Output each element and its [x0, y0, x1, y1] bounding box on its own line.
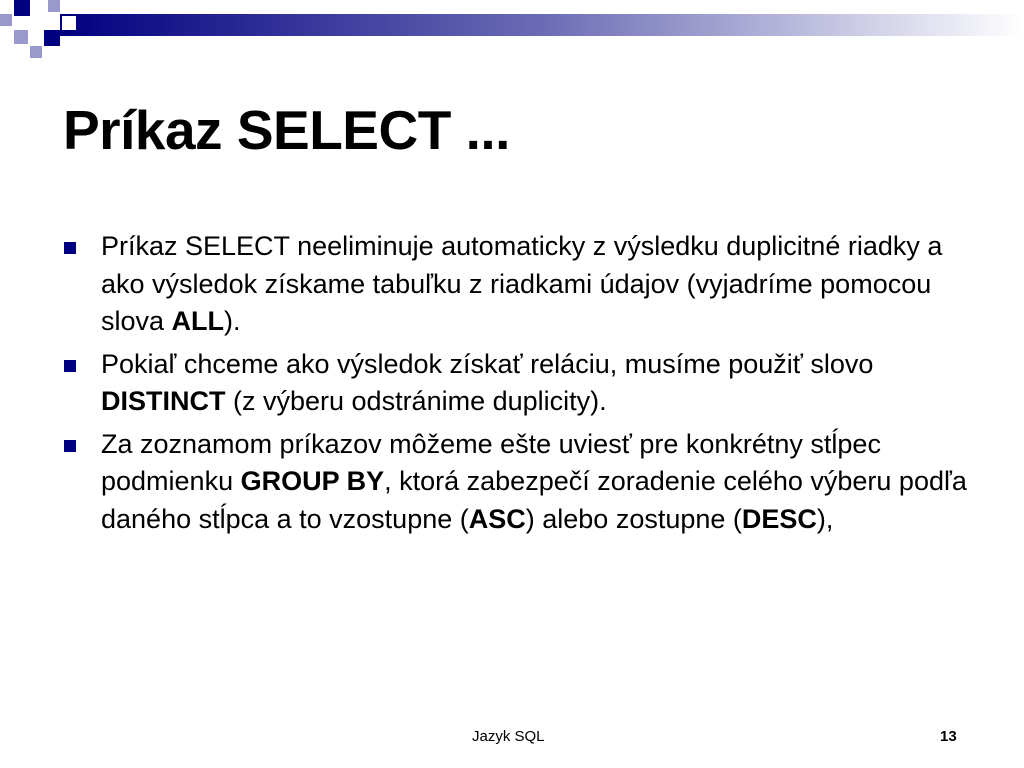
page-number: 13	[940, 728, 957, 745]
header-square	[44, 30, 60, 46]
bullet-text: , ktorá zabezpečí zoradenie celého výberu podľa daného stĺpca a to vzostupne (	[101, 466, 967, 534]
bullet-item	[62, 426, 972, 539]
bullet-text: ),	[816, 503, 834, 534]
slide-title: Príkaz SELECT ...	[63, 99, 510, 161]
header-square	[0, 14, 12, 26]
bullet-square-icon	[64, 440, 76, 452]
bullet-square-icon	[64, 242, 76, 254]
bullet-list	[62, 228, 972, 543]
bullet-item	[62, 228, 972, 341]
bullet-text: Pokiaľ chceme ako výsledok získať reláciu, musíme použiť slovo	[101, 348, 874, 379]
bullet-text: ).	[224, 306, 241, 336]
header-gradient-band	[60, 14, 1024, 36]
keyword-asc: ASC	[468, 503, 526, 534]
bullet-item	[62, 346, 972, 421]
header-square	[44, 14, 58, 28]
bullet-text: (z výberu odstránime duplicity).	[225, 386, 607, 416]
keyword-desc: DESC	[741, 503, 817, 534]
header-square	[48, 0, 60, 12]
keyword-distinct: DISTINCT	[101, 386, 226, 416]
bullet-square-icon	[64, 360, 76, 372]
header-square	[62, 16, 76, 30]
header-decoration	[0, 0, 1024, 70]
header-square	[30, 46, 42, 58]
header-square	[14, 0, 30, 16]
bullet-text: Za zoznamom príkazov môžeme ešte uviesť pre konkrétny stĺpec podmienku	[101, 428, 881, 496]
bullet-text: Príkaz SELECT neeliminuje automaticky z výsledku duplicitné riadky a ako výsledok získame tabuľku z riadkami údajov (vyjadríme pomocou slova	[101, 231, 943, 336]
header-square	[14, 30, 28, 44]
footer-text: Jazyk SQL	[472, 728, 545, 745]
keyword-group-by: GROUP BY	[240, 466, 385, 496]
keyword-all: ALL	[171, 306, 225, 336]
bullet-text: ) alebo zostupne (	[525, 503, 742, 534]
